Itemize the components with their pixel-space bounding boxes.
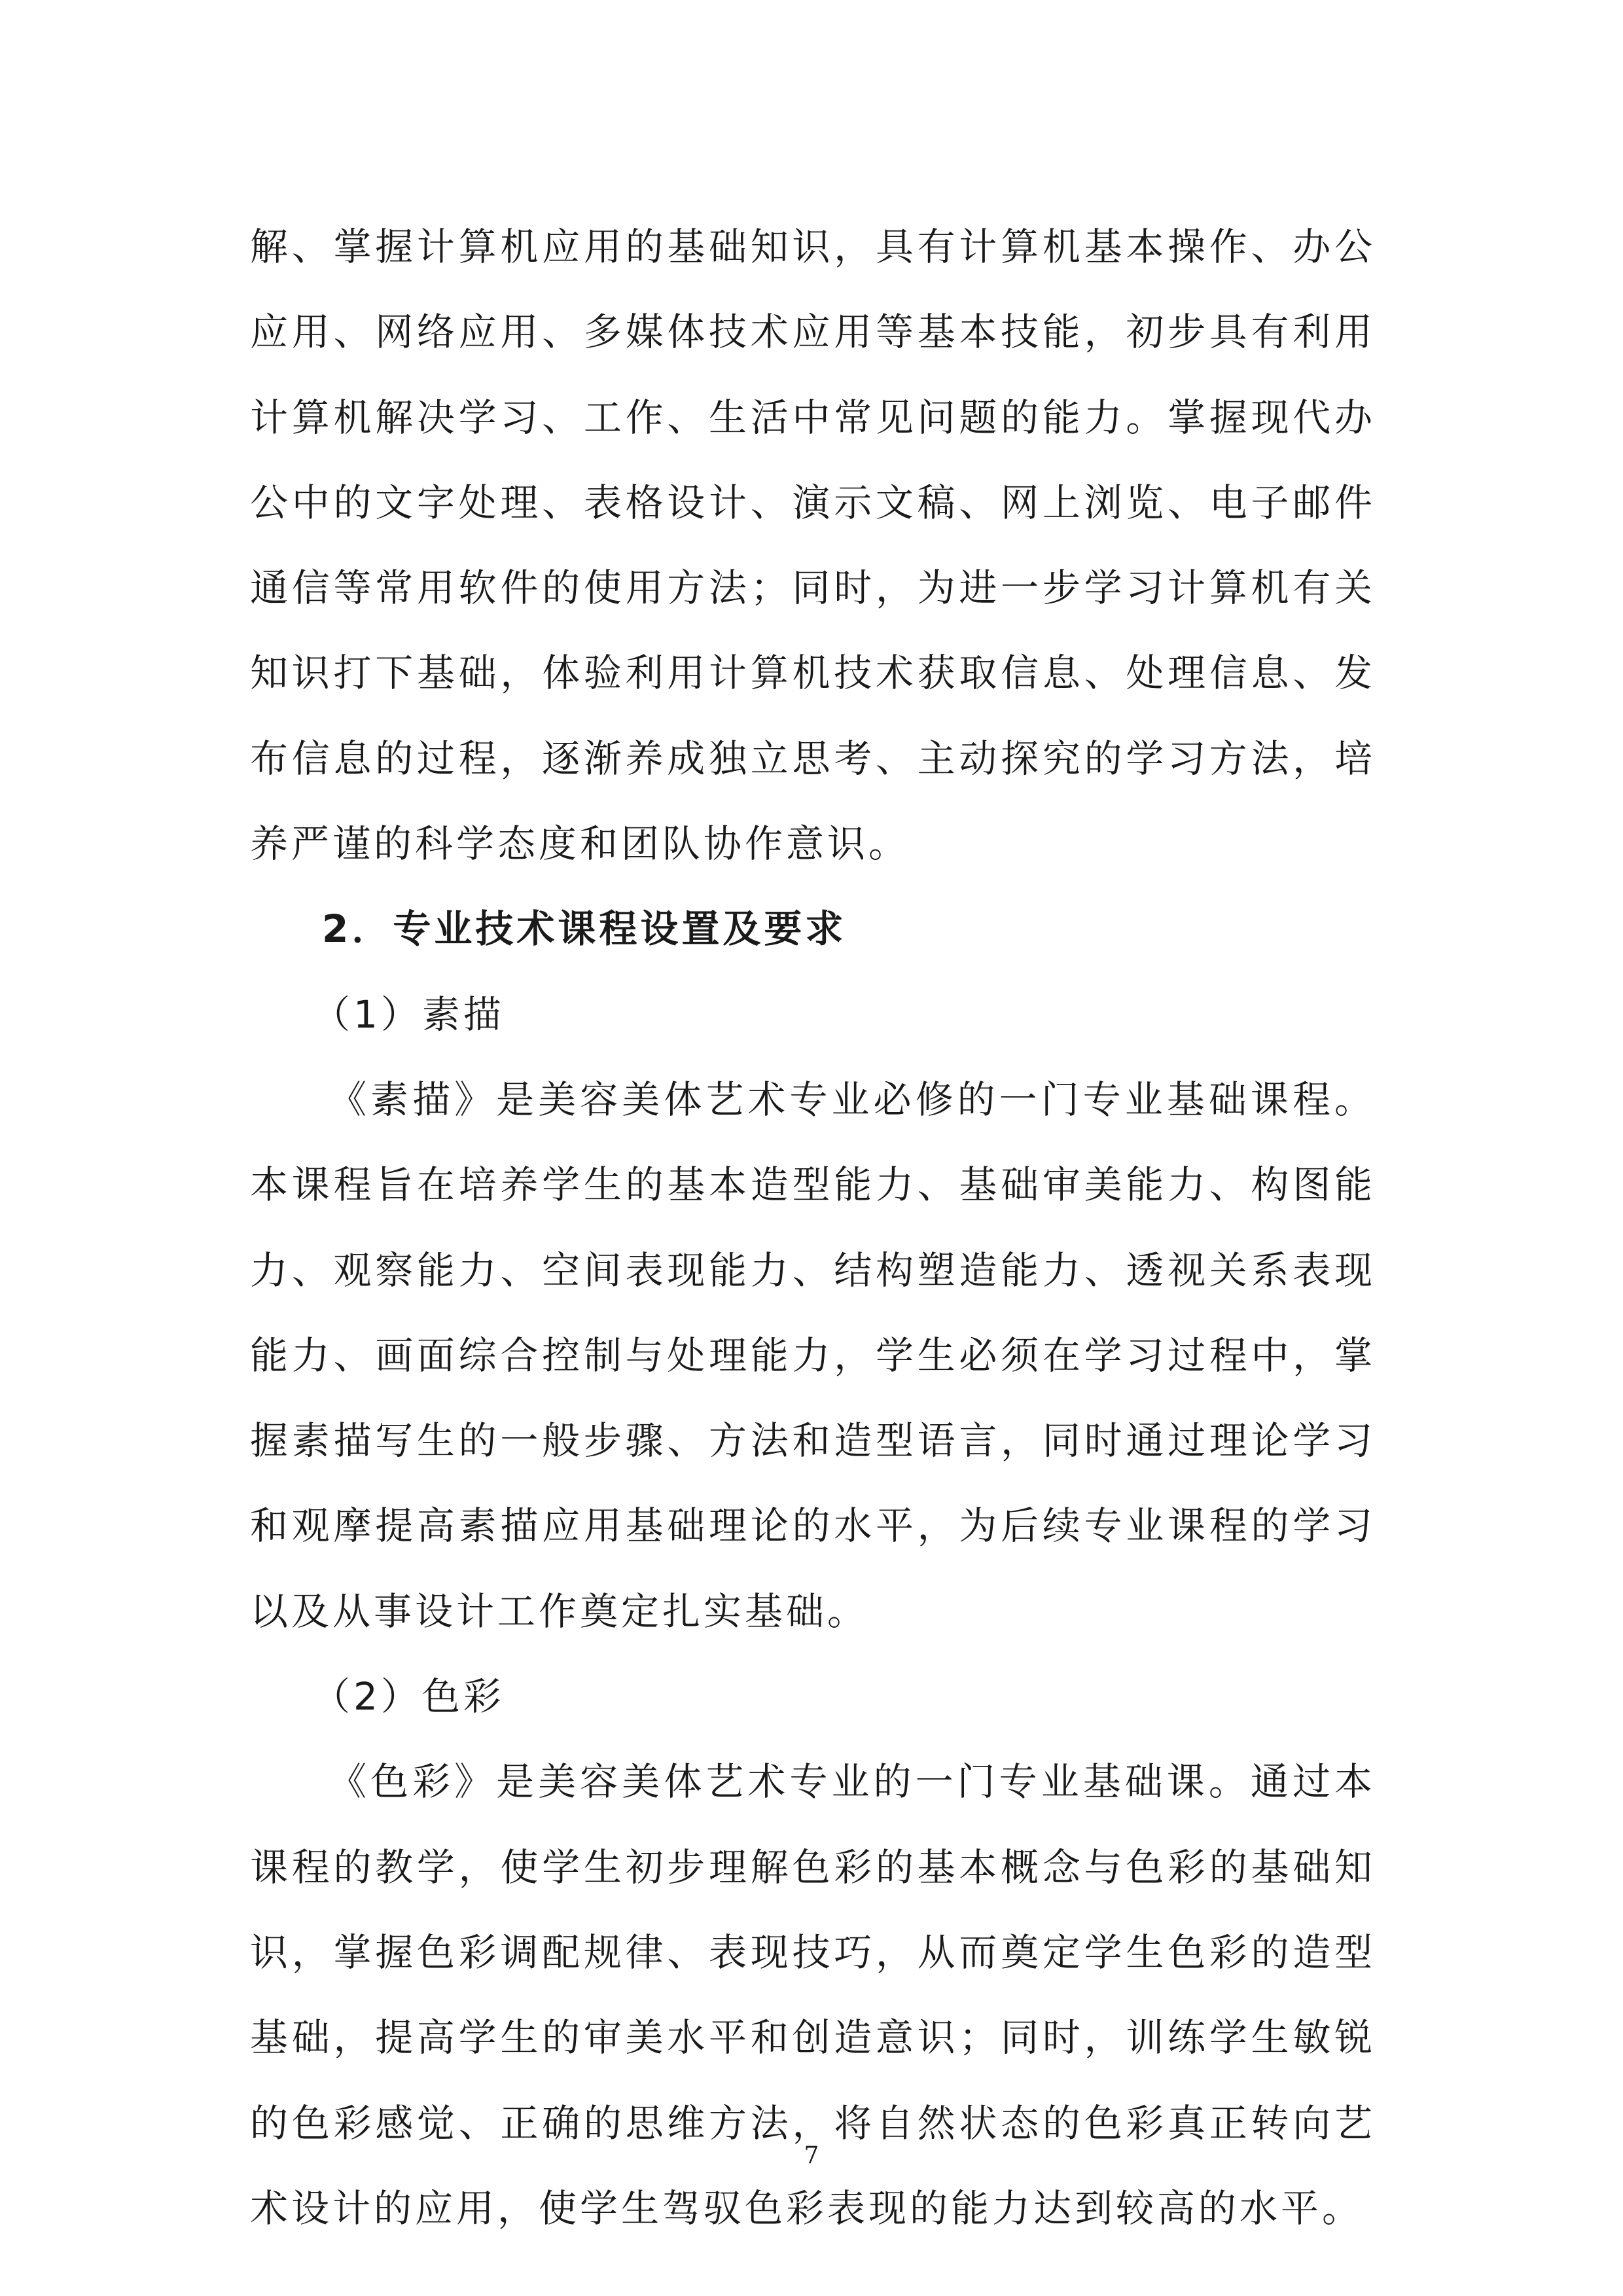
page-number: 7 [804,2142,819,2169]
page-body [250,204,1376,2251]
color-heading: （2）色彩 [312,1674,505,1719]
sketch-paragraph: 《素描》是美容美体艺术专业必修的一门专业基础课程。本课程旨在培养学生的基本造型能力、基础审美能力、构图能力、观察能力、空间表现能力、结构塑造能力、透视关系表现能力、画面综合控制与处理能力，学生必须在学习过程中，掌握素描写生的一般步骤、方法和造型语言，同时通过理论学习和观摩提高素描应用基础理论的水平，为后续专业课程的学习以及从事设计工作奠定扎实基础。 [250,1077,1376,1634]
intro-paragraph: 解、掌握计算机应用的基础知识，具有计算机基本操作、办公应用、网络应用、多媒体技术应用等基本技能，初步具有利用计算机解决学习、工作、生活中常见问题的能力。掌握现代办公中的文字处理、表格设计、演示文稿、网上浏览、电子邮件通信等常用软件的使用方法；同时，为进一步学习计算机有关知识打下基础，体验利用计算机技术获取信息、处理信息、发布信息的过程，逐渐养成独立思考、主动探究的学习方法，培养严谨的科学态度和团队协作意识。 [250,224,1376,867]
section-heading: 2．专业技术课程设置及要求 [322,906,847,952]
color-paragraph: 《色彩》是美容美体艺术专业的一门专业基础课。通过本课程的教学，使学生初步理解色彩的基本概念与色彩的基础知识，掌握色彩调配规律、表现技巧，从而奠定学生色彩的造型基础，提高学生的审美水平和创造意识；同时，训练学生敏锐的色彩感觉、正确的思维方法，将自然状态的色彩真正转向艺术设计的应用，使学生驾驭色彩表现的能力达到较高的水平。 [250,1759,1376,2231]
sketch-heading: （1）素描 [312,992,505,1037]
